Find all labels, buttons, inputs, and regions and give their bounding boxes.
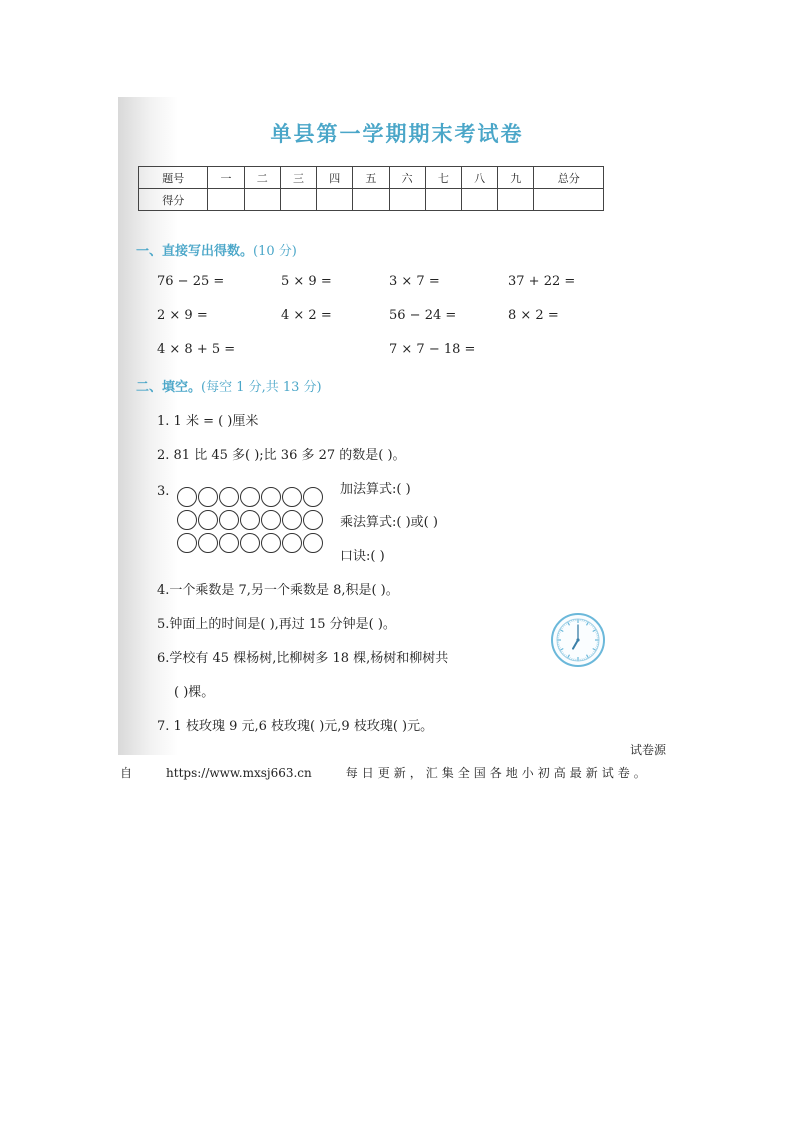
- clock-minute-tick: [591, 654, 592, 655]
- circle-shape: [240, 533, 260, 553]
- question-3-addition: 加法算式:( ): [340, 482, 411, 497]
- header-cell: 九: [498, 167, 534, 189]
- score-cell[interactable]: [425, 189, 461, 211]
- clock-hour-tick: [568, 655, 570, 658]
- circle-shape: [198, 487, 218, 507]
- circle-shape: [282, 510, 302, 530]
- circle-shape: [219, 533, 239, 553]
- section-1-heading: [136, 240, 297, 259]
- clock-hour-tick: [560, 630, 563, 632]
- footer: [120, 764, 650, 781]
- circle-shape: [219, 487, 239, 507]
- arith-item: 37 + 22 =: [508, 274, 576, 289]
- clock-minute-tick: [591, 625, 592, 626]
- source-tag: 试卷源: [630, 743, 667, 757]
- clock-hour-tick: [587, 622, 589, 625]
- score-cell[interactable]: [208, 189, 244, 211]
- section-2-title: 二、填空。: [136, 380, 202, 395]
- header-cell: 题号: [139, 167, 208, 189]
- arith-item: 76 − 25 =: [157, 274, 225, 289]
- circle-shape: [198, 510, 218, 530]
- question-1: 1. 1 米 = ( )厘米: [157, 414, 259, 429]
- circle-shape: [219, 510, 239, 530]
- header-cell: 总分: [534, 167, 604, 189]
- question-6-line-1: 6.学校有 45 棵杨树,比柳树多 18 棵,杨树和柳树共: [157, 651, 449, 666]
- clock-minute-tick: [589, 623, 590, 624]
- header-cell: 一: [208, 167, 244, 189]
- row-label: 得分: [139, 189, 208, 211]
- header-cell: 七: [425, 167, 461, 189]
- clock-hour-tick: [587, 655, 589, 658]
- circle-shape: [240, 487, 260, 507]
- circle-shape: [177, 487, 197, 507]
- clock-hour-tick: [593, 630, 596, 632]
- clock-minute-tick: [570, 621, 571, 622]
- page-title: 单县第一学期期末考试卷: [270, 121, 524, 146]
- question-3-rhyme: 口诀:( ): [340, 549, 385, 564]
- section-2-note: (每空 1 分,共 13 分): [201, 380, 322, 395]
- clock-center: [576, 638, 579, 641]
- header-cell: 八: [461, 167, 497, 189]
- section-1-note: (10 分): [253, 244, 297, 259]
- circle-shape: [282, 533, 302, 553]
- footer-url-link[interactable]: https://www.mxsj663.cn: [166, 766, 312, 780]
- circle-shape: [261, 533, 281, 553]
- clock-minute-tick: [561, 628, 562, 629]
- circle-shape: [282, 487, 302, 507]
- clock-face: [551, 613, 605, 667]
- section-2-heading: [136, 376, 322, 395]
- clock-minute-tick: [592, 626, 593, 627]
- clock-minute-tick: [586, 621, 587, 622]
- clock-minute-tick: [593, 651, 594, 652]
- score-table: [138, 166, 604, 211]
- clock-minute-tick: [589, 655, 590, 656]
- circle-row: [177, 510, 324, 533]
- score-cell[interactable]: [244, 189, 280, 211]
- arith-item: 7 × 7 − 18 =: [389, 342, 476, 357]
- footer-prefix: 自: [120, 766, 133, 780]
- arith-item: 2 × 9 =: [157, 308, 208, 323]
- score-cell[interactable]: [389, 189, 425, 211]
- header-cell: 四: [317, 167, 353, 189]
- header-cell: 二: [244, 167, 280, 189]
- clock-minute-tick: [570, 657, 571, 658]
- clock-minute-tick: [563, 626, 564, 627]
- clock-minute-tick: [592, 653, 593, 654]
- section-1-title: 一、直接写出得数。: [136, 244, 254, 259]
- header-cell: 三: [280, 167, 316, 189]
- score-cell[interactable]: [280, 189, 316, 211]
- circle-shape: [198, 533, 218, 553]
- score-cell[interactable]: [498, 189, 534, 211]
- circle-shape: [177, 533, 197, 553]
- clock-hour-tick: [560, 649, 563, 651]
- circle-shape: [303, 510, 323, 530]
- clock-minute-tick: [561, 651, 562, 652]
- score-table-score-row: [139, 189, 604, 211]
- circle-shape: [303, 533, 323, 553]
- question-5: 5.钟面上的时间是( ),再过 15 分钟是( )。: [157, 617, 396, 632]
- clock-minute-tick: [564, 625, 565, 626]
- footer-tagline: 每日更新，汇集全国各地小初高最新试卷。: [345, 766, 650, 780]
- header-cell: 五: [353, 167, 389, 189]
- score-cell[interactable]: [461, 189, 497, 211]
- circle-shape: [240, 510, 260, 530]
- question-2: 2. 81 比 45 多( );比 36 多 27 的数是( )。: [157, 448, 406, 463]
- clock-minute-tick: [566, 623, 567, 624]
- clock-minute-tick: [595, 648, 596, 649]
- circle-row: [177, 533, 324, 556]
- clock-minute-tick: [559, 632, 560, 633]
- question-3-multiplication: 乘法算式:( )或( ): [340, 515, 438, 530]
- circle-row: [177, 487, 324, 510]
- clock-drawing: [553, 615, 603, 665]
- score-table-header-row: [139, 167, 604, 189]
- question-3-number: 3.: [157, 484, 170, 499]
- arith-item: 4 × 2 =: [281, 308, 332, 323]
- arith-item: 4 × 8 + 5 =: [157, 342, 236, 357]
- header-cell: 六: [389, 167, 425, 189]
- circle-shape: [261, 510, 281, 530]
- arith-item: 3 × 7 =: [389, 274, 440, 289]
- clock-hour-tick: [593, 649, 596, 651]
- question-4: 4.一个乘数是 7,另一个乘数是 8,积是( )。: [157, 583, 399, 598]
- clock-minute-tick: [559, 648, 560, 649]
- clock-minute-tick: [593, 628, 594, 629]
- clock-hour-tick: [568, 622, 570, 625]
- arith-item: 8 × 2 =: [508, 308, 559, 323]
- circle-array-figure: [177, 487, 324, 556]
- clock-minute-tick: [564, 654, 565, 655]
- circle-shape: [261, 487, 281, 507]
- clock-minute-tick: [595, 632, 596, 633]
- arith-item: 5 × 9 =: [281, 274, 332, 289]
- question-6-line-2: ( )棵。: [174, 685, 215, 700]
- score-cell[interactable]: [317, 189, 353, 211]
- clock-minute-tick: [566, 655, 567, 656]
- question-7: 7. 1 枝玫瑰 9 元,6 枝玫瑰( )元,9 枝玫瑰( )元。: [157, 719, 434, 734]
- circle-shape: [177, 510, 197, 530]
- circle-shape: [303, 487, 323, 507]
- score-cell[interactable]: [353, 189, 389, 211]
- clock-minute-tick: [563, 653, 564, 654]
- arith-item: 56 − 24 =: [389, 308, 457, 323]
- clock-minute-tick: [586, 657, 587, 658]
- score-cell[interactable]: [534, 189, 604, 211]
